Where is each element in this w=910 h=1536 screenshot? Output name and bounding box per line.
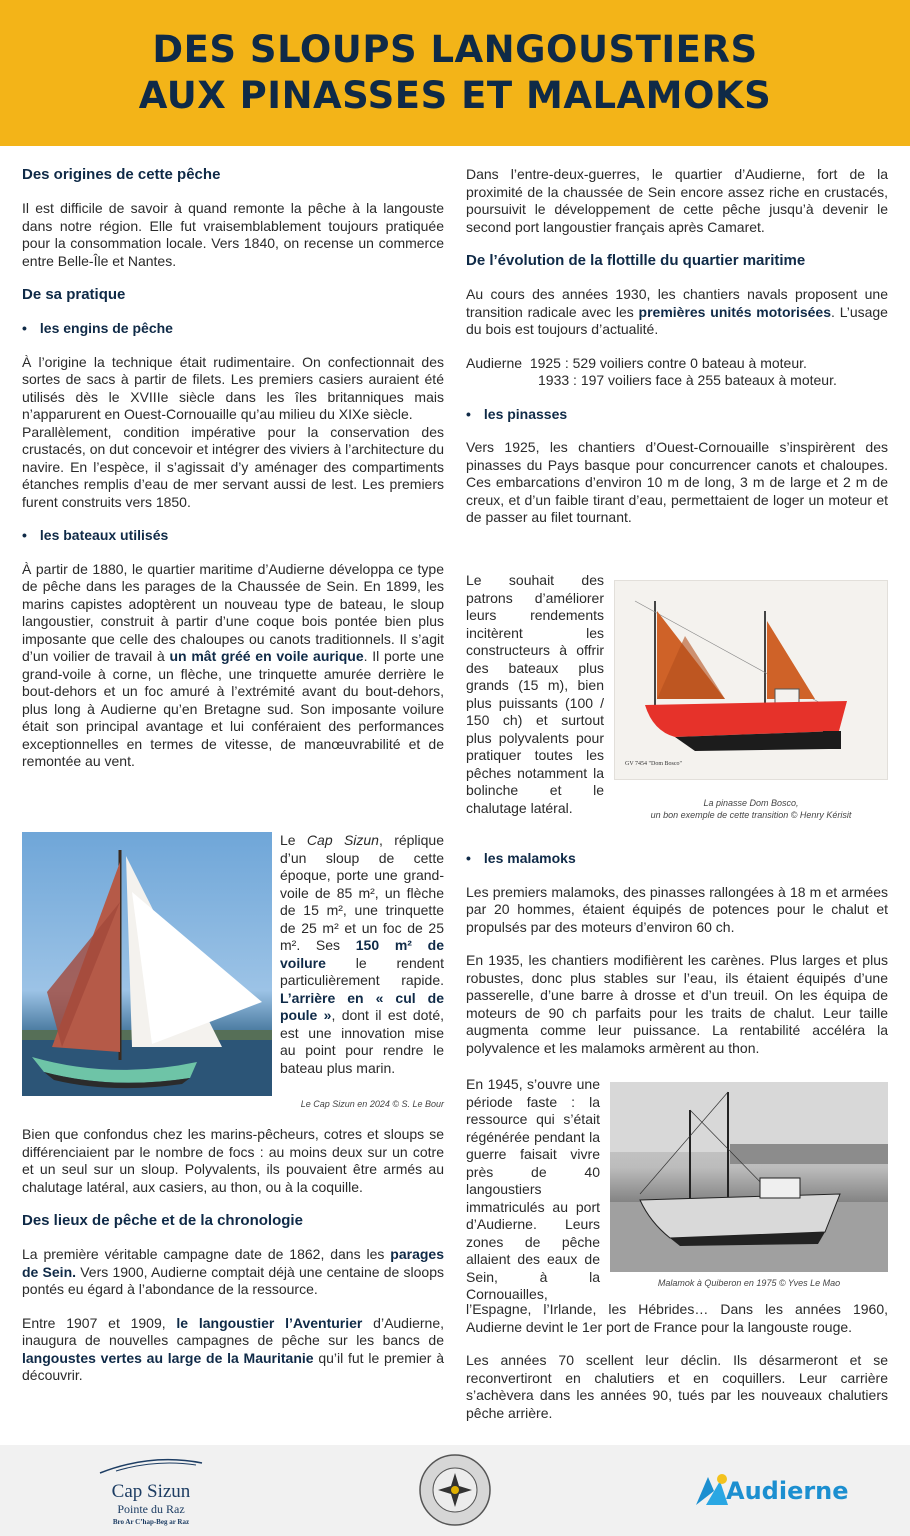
malamok-caption: Malamok à Quiberon en 1975 © Yves Le Mao xyxy=(657,1278,841,1288)
stat-1925: Audierne 1925 : 529 voiliers contre 0 bateau à moteur. xyxy=(466,354,807,371)
cap-sizun-caption: Le Cap Sizun en 2024 © S. Le Bour xyxy=(300,1099,444,1109)
souhait-text: Le souhait des patrons d’améliorer leurs rendements incitèrent les constructeurs à offrir des bateaux plus grands (15 m), bien plus puissants (100 / 150 ch) et surtout plus polyvalents pour pratiquer toutes les pêches notamment la bolinche et le chalutage latéral. xyxy=(466,572,604,816)
dom-bosco-caption-1: La pinasse Dom Bosco, xyxy=(703,798,799,808)
y1945-text: En 1945, s’ouvre une période faste : la ressource qui s’était régénérée pendant la guerre faisait vivre près de 40 langoustiers immatriculés au port d’Audierne. Leurs zones de pêche allaient des eaux de Sein, à la Cornouailles, xyxy=(466,1076,600,1302)
pinasses-heading xyxy=(466,406,888,424)
cap-sizun-text: Le Cap Sizun, réplique d’un sloup de cette époque, porte une grand-voile de 85 m², un flèche de 15 m², une trinquette de 25 m² et un foc de 25 m². Ses 150 m² de voilure le rendent particulièrement rapide. L’arrière en « cul de poule », dont il est doté, est une innovation mise au point pour rendre le bateau plus marin. xyxy=(280,832,445,1076)
origins-heading: Des origines de cette pêche xyxy=(22,166,221,183)
end-text: Les années 70 scellent leur déclin. Ils désarmeront et se reconvertiront en chalutiers et en coquillers. Leur carrière s’achèvera dans les années 90, tués par les nouveaux chalutiers pêche arrière. xyxy=(466,1352,888,1421)
engines-heading-label: les engins de pêche xyxy=(39,320,173,336)
origins-text: Il est difficile de savoir à quand remonte la pêche à la langouste dans notre région. Elle fut vraisemblablement toujours pratiquée pour la consommation locale. Vers 1840, on recense un commerce entre Belle-Île et Nantes. xyxy=(22,200,444,269)
dom-bosco-caption-2: un bon exemple de cette transition © Henry Kérisit xyxy=(650,810,852,820)
title-banner xyxy=(0,0,910,146)
evolution-heading: De l’évolution de la flottille du quartier maritime xyxy=(466,252,806,269)
y1945-tail-text: l’Espagne, l’Irlande, les Hébrides… Dans les années 1960, Audierne devint le 1er port de France pour la langouste rouge. xyxy=(466,1301,888,1335)
right-column xyxy=(466,166,888,543)
left-column xyxy=(22,166,444,787)
title-line1: DES SLOUPS LANGOUSTIERS xyxy=(152,28,758,71)
dom-bosco-caption xyxy=(614,797,888,821)
stat-1933: 1933 : 197 voiliers face à 255 bateaux à moteur. xyxy=(538,372,837,388)
bullet-icon: • xyxy=(466,405,471,422)
boats-heading xyxy=(22,527,444,545)
cotres-text: Bien que confondus chez les marins-pêcheurs, cotres et sloups se différenciaient par le nombre de focs : au moins deux sur un cotre et un seul sur un sloup. Polyvalents, ils pouvaient être armés au chalutage latéral, aux casiers, au thon, ou à la coquille. xyxy=(22,1126,444,1195)
places-text-2: Entre 1907 et 1909, le langoustier l’Aventurier d’Audierne, inaugura de nouvelles campagnes de pêche sur les bancs de langoustes vertes au large de la Mauritanie qu’il fut le premier à découvrir. xyxy=(22,1314,445,1383)
pointe-du-raz-text: Pointe du Raz xyxy=(117,1502,185,1516)
malamok-photo xyxy=(610,1082,888,1272)
malamoks-heading xyxy=(466,850,888,868)
right-column-lower xyxy=(466,1301,888,1438)
right-column-middle xyxy=(466,850,888,1073)
dom-bosco-illustration xyxy=(614,580,888,780)
wave-icon xyxy=(96,1455,206,1477)
engines-text-2: Parallèlement, condition impérative pour la conservation des crustacés, on dut concevoir et intégrer des viviers à l’architecture du navire. En l’espèce, il s’agissait d’y aménager des compartiments étanches remplis d’eau de mer servant aussi de lest. Les premiers furent construits vers 1850. xyxy=(22,423,444,510)
boats-heading-label: les bateaux utilisés xyxy=(39,527,169,543)
places-heading: Des lieux de pêche et de la chronologie xyxy=(22,1212,303,1229)
audierne-logo-text: Audierne xyxy=(726,1477,849,1505)
evolution-text: Au cours des années 1930, les chantiers navals proposent une transition radicale avec les premières unités motorisées. L’usage du bois est toujours d’actualité. xyxy=(466,286,888,337)
cap-sizun-photo xyxy=(22,832,272,1096)
engines-heading xyxy=(22,320,444,338)
practice-heading: De sa pratique xyxy=(22,286,126,303)
cap-sizun-logo xyxy=(96,1455,206,1527)
places-text-1: La première véritable campagne date de 1862, dans les parages de Sein. Vers 1900, Audierne comptait déjà une centaine de sloops pontés eu égard à l’abondance de la ressource. xyxy=(22,1246,444,1297)
intro-text: Dans l’entre-deux-guerres, le quartier d’Audierne, fort de la proximité de la chaussée de Sein encore assez riche en crustacés, poursuivit le développement de cette pêche jusqu’à devenir le second port langoustier français après Camaret. xyxy=(466,166,888,235)
pinasses-heading-label: les pinasses xyxy=(483,405,568,422)
footer xyxy=(0,1445,910,1536)
audierne-logo xyxy=(692,1467,849,1517)
malamoks-text-2: En 1935, les chantiers modifièrent les carènes. Plus larges et plus robustes, donc plus stables sur l’eau, ils étaient équipés d’une passerelle, d’une barre à drosse et d’un treuil. On les équipa de moteurs de 90 ch parfaits pour les traits de chalut. Leur taille augmenta comme leur puissance. La rentabilité accéléra la polyvalence et les malamoks armèrent au thon. xyxy=(466,952,888,1056)
bro-text: Bro Ar C’hap-Beg ar Raz xyxy=(112,1518,190,1526)
cap-sizun-logo-text: Cap Sizun xyxy=(111,1481,191,1502)
musee-maritime-logo xyxy=(418,1453,492,1527)
malamoks-heading-label: les malamoks xyxy=(483,850,576,866)
engines-text-1: À l’origine la technique était rudimentaire. On confectionnait des sortes de sacs à partir de filets. Les premiers casiers auraient été utilisés dès le XVIIIe siècle dans les îles britanniques mais n’apparurent en Ouest-Cornouaille qu’au milieu du XIXe siècle. xyxy=(22,353,444,422)
pinasses-text: Vers 1925, les chantiers d’Ouest-Cornouaille s’inspirèrent des pinasses du Pays basque pour concurrencer canots et chaloupes. Ces embarcations d’environ 10 m de long, 3 m de large et 2 m de creux, et d’un faible tirant d’eau, permettaient de loger un moteur et de passer au filet tournant. xyxy=(466,439,888,525)
malamoks-text-1: Les premiers malamoks, des pinasses rallongées à 18 m et armées par 20 hommes, étaient équipés de potences pour le chalut et propulsés par des moteurs d’environ 60 ch. xyxy=(466,883,888,935)
boats-text: À partir de 1880, le quartier maritime d’Audierne développa ce type de pêche dans les parages de la Chaussée de Sein. En 1899, les marins capistes adoptèrent un nouveau type de bateau, le sloup langoustier, construit à partir d’une coque bois pontée bien plus imposante que celle des chaloupes ou canots traditionnels. Il s’agit d’un voilier de travail à un mât gréé en voile aurique. Il porte une grand-voile à corne, un flèche, une trinquette amurée derrière le bout-dehors et un foc amuré à l’extrémité avant du bout-dehors, plus long à Audierne qu’en Bretagne sud. Son imposante voilure était son principal avantage et lui conféraient des performances exceptionnelles en termes de vitesse, de manœuvrabilité et de remontée au vent. xyxy=(22,560,445,769)
bullet-icon: • xyxy=(466,850,471,866)
left-column-lower xyxy=(22,1126,444,1401)
bullet-icon: • xyxy=(22,527,27,543)
bullet-icon: • xyxy=(22,320,27,336)
dom-bosco-label: GV 7454 "Dom Bosco" xyxy=(625,761,682,767)
title-line2: AUX PINASSES ET MALAMOKS xyxy=(138,74,772,117)
